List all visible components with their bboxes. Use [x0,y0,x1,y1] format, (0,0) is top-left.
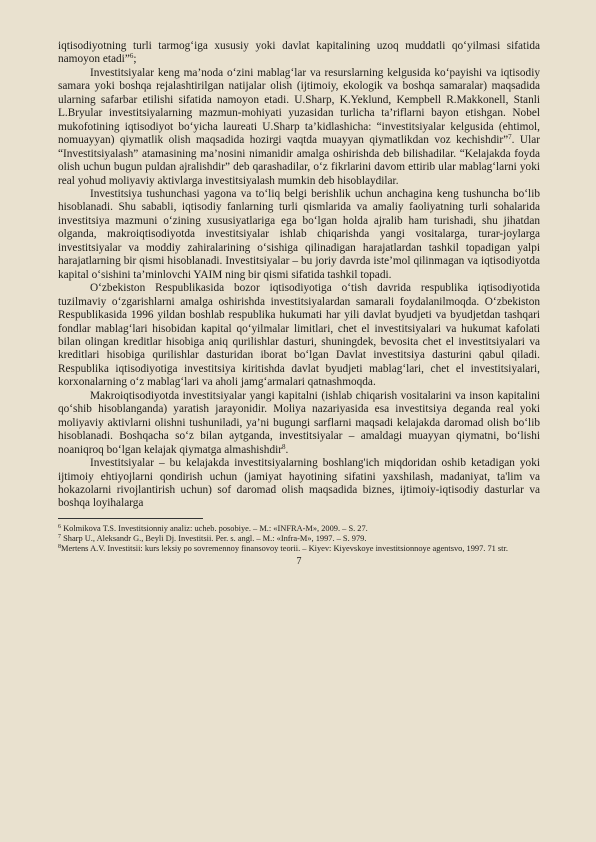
footnote-reference: 7 [508,133,512,142]
footnote-text: Mertens A.V. Investitsii: kurs leksiy po sovremennoy finansovoy teorii. – Kiyev: Kiyevskoye investitsionnoye agentsvo, 1997. 71 str. [61,544,508,554]
paragraph [58,457,540,511]
paragraph [58,40,540,67]
paragraph-text-tail: ; [133,53,137,66]
footnote [58,534,540,544]
footnote-mark: 8 [58,544,61,551]
paragraph [58,67,540,188]
footnote [58,544,540,554]
footnote-mark: 7 [58,534,61,541]
paragraph-text: Investitsiya tushunchasi yagona va to‘liq belgi berishlik uchun anchagina keng tushuncha bo‘lib hisoblanadi. Shu sababli, iqtisodiy fanlarning turli qismlarida va amaliy faoliyatning turli sohalarida investitsiya mazmuni o‘zining xususiyatlariga ega bo‘lgan holda ajralib ham turishadi, shu jihatdan olganda, makroiqtisodiyotda investitsiyalar ishlab chiqarishda yangi vositalarga, turar-joylarga investitsiyalar va moddiy zahiralarining o‘sishiga qilinadigan harajatlardan tashkil topadigan yalpi harajatlarning bir qismi hisoblanadi. Investitsiyalar – bu joriy davrda iste’mol qilinmagan va iqtisodiyotda kapital o‘sishini ta’minlovchi YAIM ning bir qismi sifatida tashkil topadi. [58,187,540,281]
page-number: 7 [296,556,302,568]
footnote-text: Sharp U., Aleksandr G., Beyli Dj. Investitsii. Per. s. angl. – M.: «Infra-M», 1997. – S. 979. [61,534,367,544]
paragraph-text: Investitsiyalar keng ma’noda o‘zini mablag‘lar va resurslarning kelgusida ko‘payishi va iqtisodiy samara yoki boshqa rejalashtirilgan natijalar olish (ijtimoiy, ekologik va boshqa samaralar) maqsadida ularning safarbar etilishi sifatida namoyon etadi. U.Sharp, K.Yeklund, Kempbell R.Makkonell, Stanli L.Bryular investitsiyalarning mazmun-mohiyati yuzasidan turlicha ta’riflarni bayon etishgan. Nobel mukofotining iqtisodiyot bo‘yicha laureati U.Sharp ta’kidlashicha: “investitsiyalar kelgusida (ehtimol, nomuayyan) qiymatlik olish maqsadida hozirgi vaqtda muayyan qiymatlikdan voz kechishdir” [58,66,540,147]
footnote-reference: 6 [129,52,134,61]
paragraph-text-tail: . Ular “Investitsiyalash” atamasining ma’nosini nimanidir amalga oshirishda deb bilishadilar. “Kelajakda foyda olish uchun bugun puldan ajralishdir” deb qarashadilar, o‘z fikrlarini davom ettirib ular mablag‘larni yoki real yohud moliyaviy aktivlarga investitsiyalash mumkin deb hisoblaydilar. [58,134,540,187]
footnotes [58,524,540,555]
footnote-text: Kolmikova T.S. Investitsionniy analiz: ucheb. posobiye. – M.: «INFRA-M», 2009. – S. 27. [61,523,368,533]
paragraph-text: Investitsiyalar – bu kelajakda investitsiyalarning boshlang'ich miqdoridan oshib ketadigan yoki ijtimoiy ehtiyojlarni qondirish uchun (jamiyat hayotining sifatini yaxshilash, madaniyat, ta'lim va hokazolarni rivojlantirish uchun) sof daromad olish maqsadida biznes, ijtimoiy-iqtisodiy dasturlar va boshqa loyihalarga [58,457,540,510]
paragraph [58,282,540,390]
paragraph-text: iqtisodiyotning turli tarmog‘iga xususiy yoki davlat kapitalining uzoq muddatli qo‘yilmasi sifatida namoyon etadi” [58,40,540,66]
paragraph [58,390,540,457]
body-text [58,40,540,511]
paragraph-text: O‘zbekiston Respublikasida bozor iqtisodiyotiga o‘tish davrida respublika iqtisodiyotida tuzilmaviy o‘zgarishlarni amalga oshirishda investitsiyalardan samarali foydalanilmoqda. O‘zbekiston Respublikasida 1996 yildan boshlab respublika hukumati har yili davlat byudjeti va byudjetdan tashqari fondlar mablag‘lari hisobidan kapital qo‘yilmalar limitlari, chet el investitsiyalari va hukumat kafolati bilan olingan kreditlar hisobiga aniq qurilishlar dasturi, shuningdek, bevosita chet el investitsiyalari va kreditlari hisobiga qurilishlar dasturidan iborat bo‘lgan Davlat investitsiya dasturini qabul qiladi. Respublika iqtisodiyotiga investitsiya kiritishda davlat byudjeti mablag‘lari, chet el investitsiyalari, korxonalarning o‘z mablag‘lari va aholi jamg‘armalari qatnashmoqda. [58,282,540,389]
footnote-reference: 8 [282,442,286,451]
paragraph-text-tail: . [285,443,289,456]
paragraph-text: Makroiqtisodiyotda investitsiyalar yangi kapitalni (ishlab chiqarish vositalarini va inson kapitalini qo‘shib hisoblanganda) yaratish jarayonidir. Moliya nazariyasida esa investitsiya deganda real yoki moliyaviy aktivlarni olishni tushuniladi, ya’ni bugungi sarflarni maqsadi kelajakda daromad olish bo‘lib hisoblanadi. Boshqacha so‘z bilan aytganda, investitsiyalar – amaldagi muayyan qiymatni, bo‘lishi noaniqroq bo‘lgan kelajak qiymatga almashishdir [58,389,540,456]
footnote-separator [58,518,203,519]
footnote [58,524,540,534]
footnote-mark: 6 [58,523,61,530]
paragraph [58,188,540,282]
